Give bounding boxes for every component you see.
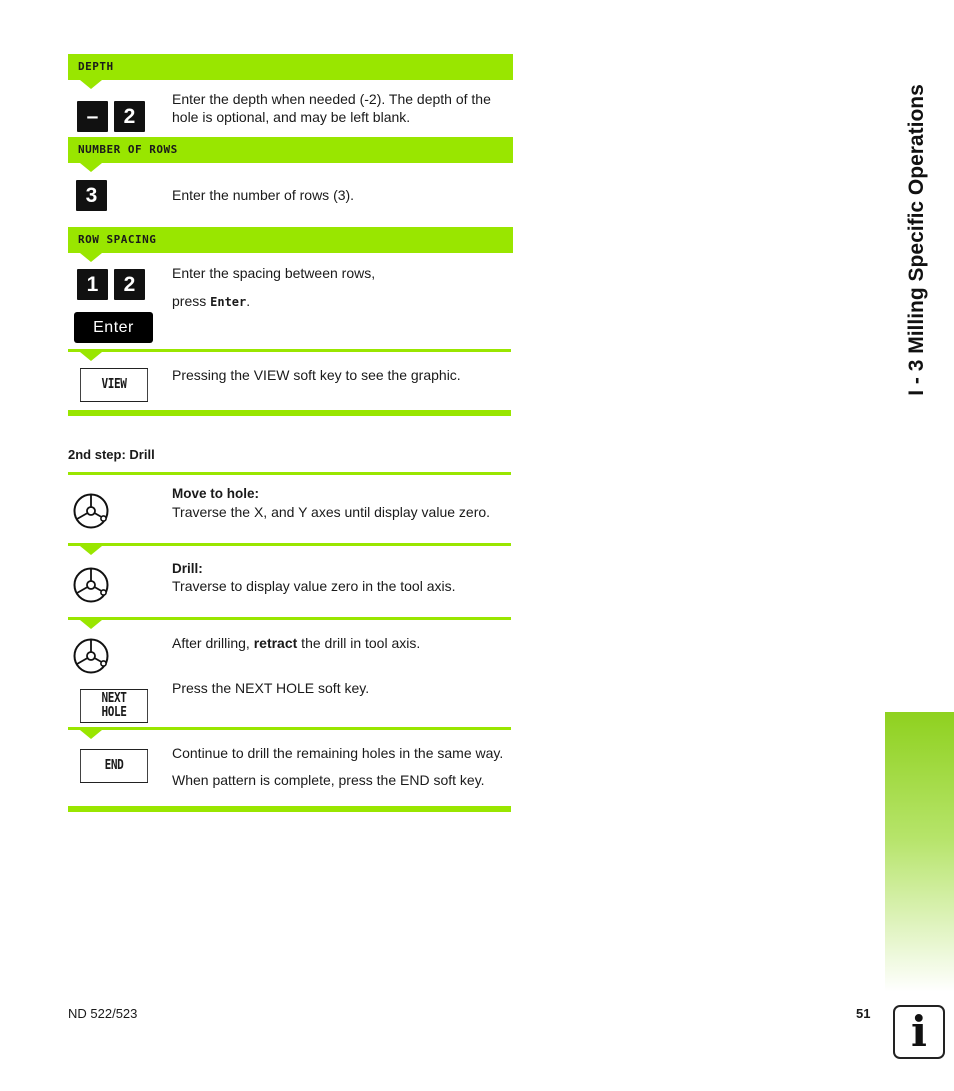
- section-arrow: [80, 352, 102, 361]
- end-text-2: When pattern is complete, press the END soft key.: [172, 772, 485, 788]
- info-icon: i: [893, 1005, 945, 1059]
- move-to-hole-text: Traverse the X, and Y axes until display value zero.: [172, 504, 491, 520]
- divider: [68, 617, 511, 620]
- next-hole-text: Press the NEXT HOLE soft key.: [172, 680, 370, 696]
- spacing-header: ROW SPACING: [68, 227, 513, 253]
- section-end-bar: [68, 410, 511, 416]
- drill-text: Traverse to display value zero in the tool axis.: [172, 578, 456, 594]
- move-to-hole-title: Move to hole:: [172, 486, 259, 501]
- section-arrow: [80, 620, 102, 629]
- handwheel-icon: [73, 638, 109, 674]
- divider: [68, 543, 511, 546]
- section-arrow: [80, 546, 102, 555]
- spacing-description: Enter the spacing between rows,: [172, 265, 376, 281]
- section-arrow: [80, 80, 102, 89]
- spacing-press-line: press Enter.: [172, 293, 251, 309]
- rows-description: Enter the number of rows (3).: [172, 187, 355, 203]
- rows-header: NUMBER OF ROWS: [68, 137, 513, 163]
- divider: [68, 727, 511, 730]
- next-hole-softkey: NEXT HOLE: [80, 689, 148, 723]
- view-softkey: VIEW: [80, 368, 148, 402]
- end-softkey: END: [80, 749, 148, 783]
- depth-description: Enter the depth when needed (-2). The depth of the hole is optional, and may be left blank.: [172, 91, 491, 125]
- chapter-title: I - 3 Milling Specific Operations: [905, 84, 928, 396]
- drill-title: Drill:: [172, 561, 203, 576]
- handwheel-icon: [73, 567, 109, 603]
- divider: [68, 349, 511, 352]
- two-key: 2: [114, 269, 145, 300]
- divider: [68, 472, 511, 475]
- depth-header: DEPTH: [68, 54, 513, 80]
- one-key: 1: [77, 269, 108, 300]
- three-key: 3: [76, 180, 107, 211]
- footer-model: ND 522/523: [68, 1006, 138, 1021]
- section-arrow: [80, 730, 102, 739]
- enter-key: Enter: [74, 312, 153, 343]
- chapter-tab: [885, 712, 954, 992]
- minus-key: –: [77, 101, 108, 132]
- view-description: Pressing the VIEW soft key to see the graphic.: [172, 367, 461, 383]
- handwheel-icon: [73, 493, 109, 529]
- section-arrow: [80, 253, 102, 262]
- page-number: 51: [856, 1006, 871, 1021]
- end-text-1: Continue to drill the remaining holes in the same way.: [172, 745, 504, 761]
- section-arrow: [80, 163, 102, 172]
- retract-text: After drilling, retract the drill in tool axis.: [172, 635, 421, 651]
- step2-heading: 2nd step: Drill: [68, 447, 155, 462]
- section-end-bar: [68, 806, 511, 812]
- two-key: 2: [114, 101, 145, 132]
